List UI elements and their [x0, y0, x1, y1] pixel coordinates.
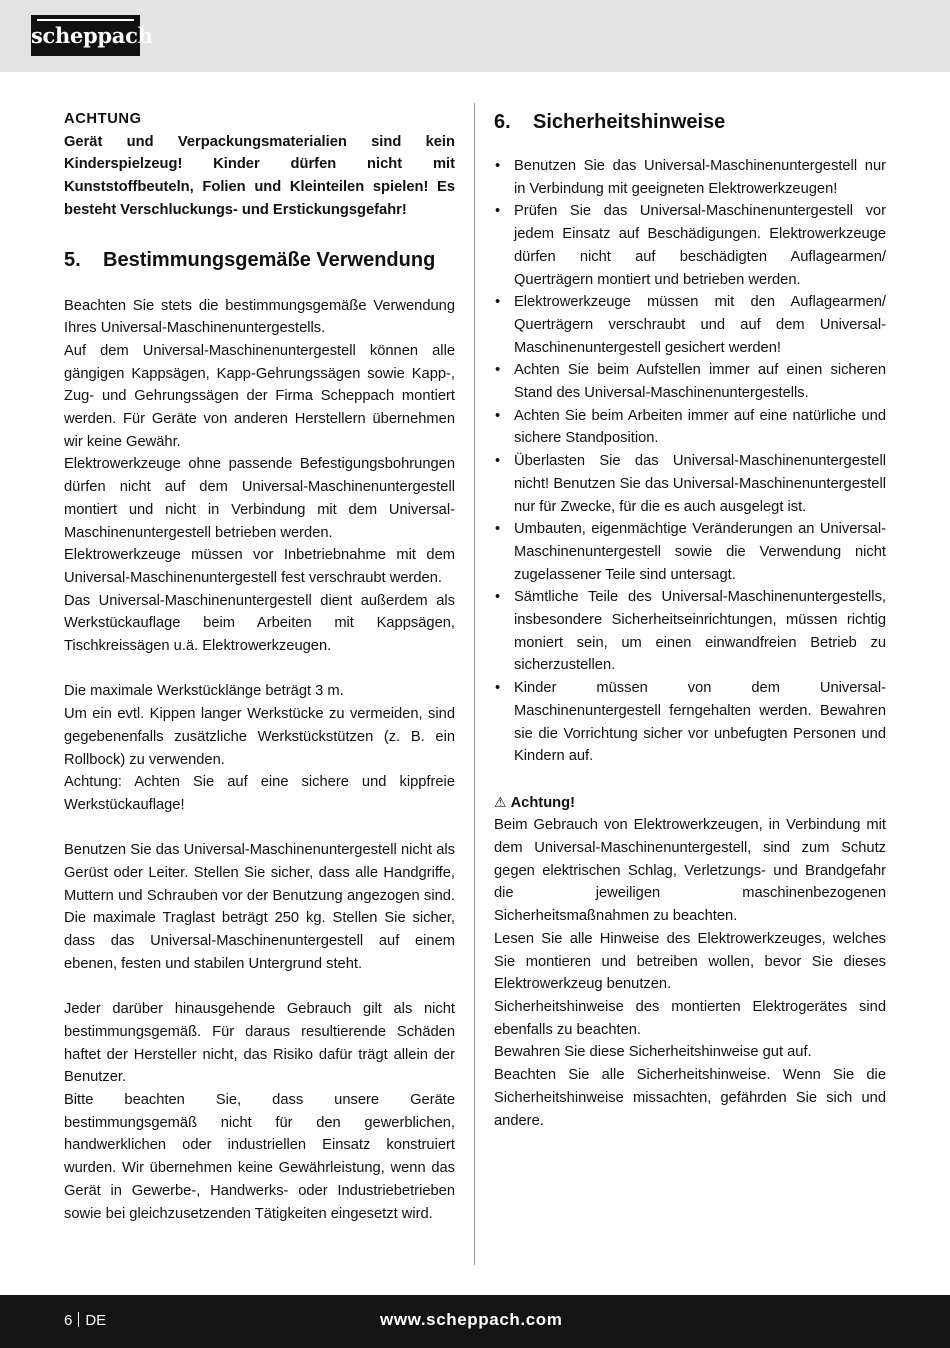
- scheppach-logo: scheppach: [31, 15, 140, 56]
- left-column: [64, 108, 455, 1225]
- paragraph: Benutzen Sie das Universal-Maschinenuntergestell nicht als Gerüst oder Leiter. Stellen Sie sicher, dass alle Handgriffe, Muttern und Schrauben vor der Benutzung angezogen sind. Die maximale Traglast beträgt 250 kg. Stellen Sie sicher, dass das Universal-Maschinenuntergestell auf einem ebenen, festen und stabilen Untergrund steht.: [64, 842, 455, 972]
- section-title: Bestimmungsgemäße Verwendung: [103, 248, 436, 271]
- list-item: • Prüfen Sie das Universal-Maschinenuntergestell vor jedem Einsatz auf Beschädigungen. Elektrowerkzeuge dürfen nicht auf beschädigten Auflagearmen/ Querträgern montiert und betrieben werden.: [494, 200, 886, 291]
- paragraph: Bewahren Sie diese Sicherheitshinweise gut auf.: [494, 1044, 812, 1061]
- website-link[interactable]: www.scheppach.com: [380, 1310, 563, 1329]
- paragraph: Sicherheitshinweise des montierten Elektrogerätes sind ebenfalls zu beachten.: [494, 999, 886, 1038]
- list-item: • Kinder müssen von dem Universal-Maschinenuntergestell ferngehalten werden. Bewahren sie die Vorrichtung sicher vor unbefugten Personen und Kindern auf.: [494, 677, 886, 768]
- warning-triangle-icon: ⚠: [494, 793, 507, 810]
- list-item: • Überlasten Sie das Universal-Maschinenuntergestell nicht! Benutzen Sie das Universal-Maschinenuntergestell nur für Zwecke, für die es auch ausgelegt ist.: [494, 450, 886, 518]
- warning-text: Gerät und Verpackungsmaterialien sind kein Kinderspielzeug! Kinder dürfen nicht mit Kunststoffbeuteln, Folien und Kleinteilen spielen! Es besteht Verschluckungs- und Erstickungsgefahr!: [64, 133, 455, 218]
- list-item: • Sämtliche Teile des Universal-Maschinenuntergestells, insbesondere Sicherheitseinrichtungen, müssen richtig moniert sein, um einen einwandfreien Betrieb zu sicherzustellen.: [494, 586, 886, 677]
- page-number: 6: [64, 1312, 73, 1329]
- paragraph: Beachten Sie alle Sicherheitshinweise. Wenn Sie die Sicherheitshinweise missachten, gefährden Sie sich und andere.: [494, 1067, 886, 1129]
- caution-title: Achtung!: [510, 794, 576, 811]
- page-header: [0, 0, 950, 72]
- paragraph: Bitte beachten Sie, dass unsere Geräte bestimmungsgemäß nicht für den gewerblichen, handwerklichen oder industriellen Einsatz konstruiert wurden. Wir übernehmen keine Gewährleistung, wenn das Gerät in Gewerbe-, Handwerks- oder Industriebetrieben sowie bei gleichzusetzenden Tätigkeiten eingesetzt wird.: [64, 1092, 455, 1222]
- paragraph: Elektrowerkzeuge müssen vor Inbetriebnahme mit dem Universal-Maschinenuntergestell fest verschraubt werden.: [64, 547, 455, 586]
- list-item: • Achten Sie beim Aufstellen immer auf einen sicheren Stand des Universal-Maschinenuntergestells.: [494, 359, 886, 404]
- safety-list: [494, 155, 886, 768]
- section-6-heading: [494, 108, 886, 136]
- warning-title: ACHTUNG: [64, 111, 142, 127]
- separator: [78, 1312, 79, 1327]
- section-title: Sicherheitshinweise: [533, 111, 726, 133]
- language-code: DE: [85, 1312, 107, 1329]
- list-item: • Benutzen Sie das Universal-Maschinenuntergestell nur in Verbindung mit geeigneten Elektrowerkzeugen!: [494, 155, 886, 200]
- page-indicator: [64, 1311, 106, 1331]
- section-number: 6.: [494, 111, 511, 133]
- section-5-heading: [64, 246, 455, 274]
- section-number: 5.: [64, 248, 81, 271]
- paragraph: Achtung: Achten Sie auf eine sichere und kippfreie Werkstückauflage!: [64, 774, 455, 813]
- paragraph: Elektrowerkzeuge ohne passende Befestigungsbohrungen dürfen nicht auf dem Universal-Maschinenuntergestell montiert und nicht in Verbindung mit dem Universal-Maschinenuntergestell betrieben werden.: [64, 456, 455, 541]
- paragraph: Jeder darüber hinausgehende Gebrauch gilt als nicht bestimmungsgemäß. Für daraus resultierende Schäden haftet der Hersteller nicht, das Risiko dafür trägt allein der Benutzer.: [64, 1001, 455, 1086]
- caution-heading: [494, 791, 886, 815]
- list-item: • Elektrowerkzeuge müssen mit den Auflagearmen/ Querträgern verschraubt und auf dem Universal-Maschinenuntergestell gesichert werden!: [494, 291, 886, 359]
- paragraph: Das Universal-Maschinenuntergestell dient außerdem als Werkstückauflage beim Arbeiten mit Kappsägen, Tischkreissägen u.ä. Elektrowerkzeugen.: [64, 592, 455, 655]
- paragraph: Um ein evtl. Kippen langer Werkstücke zu vermeiden, sind gegebenenfalls zusätzliche Werkstückstützen (z. B. ein Rollbock) zu verwenden.: [64, 706, 455, 768]
- paragraph: Auf dem Universal-Maschinenuntergestell können alle gängigen Kappsägen, Kapp-Gehrungssägen sowie Kapp-, Zug- und Gehrungssägen der Firma Scheppach montiert werden. Für Geräte von anderen Herstellern übernehmen wir keine Gewähr.: [64, 342, 455, 450]
- right-column: [494, 108, 886, 1132]
- paragraph: Beachten Sie stets die bestimmungsgemäße Verwendung Ihres Universal-Maschinenuntergestells.: [64, 297, 455, 337]
- column-divider: [474, 103, 475, 1265]
- paragraph: Die maximale Werkstücklänge beträgt 3 m.: [64, 683, 344, 700]
- page-footer: [0, 1295, 950, 1348]
- paragraph: Beim Gebrauch von Elektrowerkzeugen, in Verbindung mit dem Universal-Maschinenuntergestell, sind zum Schutz gegen elektrischen Schlag, Verletzungs- und Brandgefahr die jeweiligen maschinenbezogenen Sicherheitsmaßnahmen zu beachten.: [494, 817, 886, 925]
- list-item: • Achten Sie beim Arbeiten immer auf eine natürliche und sichere Standposition.: [494, 405, 886, 450]
- list-item: • Umbauten, eigenmächtige Veränderungen an Universal-Maschinenuntergestell sowie die Verwendung nicht zugelassener Teile sind untersagt.: [494, 518, 886, 586]
- paragraph: Lesen Sie alle Hinweise des Elektrowerkzeuges, welches Sie montieren und betreiben wollen, bevor Sie dieses Elektrowerkzeug benutzen.: [494, 930, 886, 993]
